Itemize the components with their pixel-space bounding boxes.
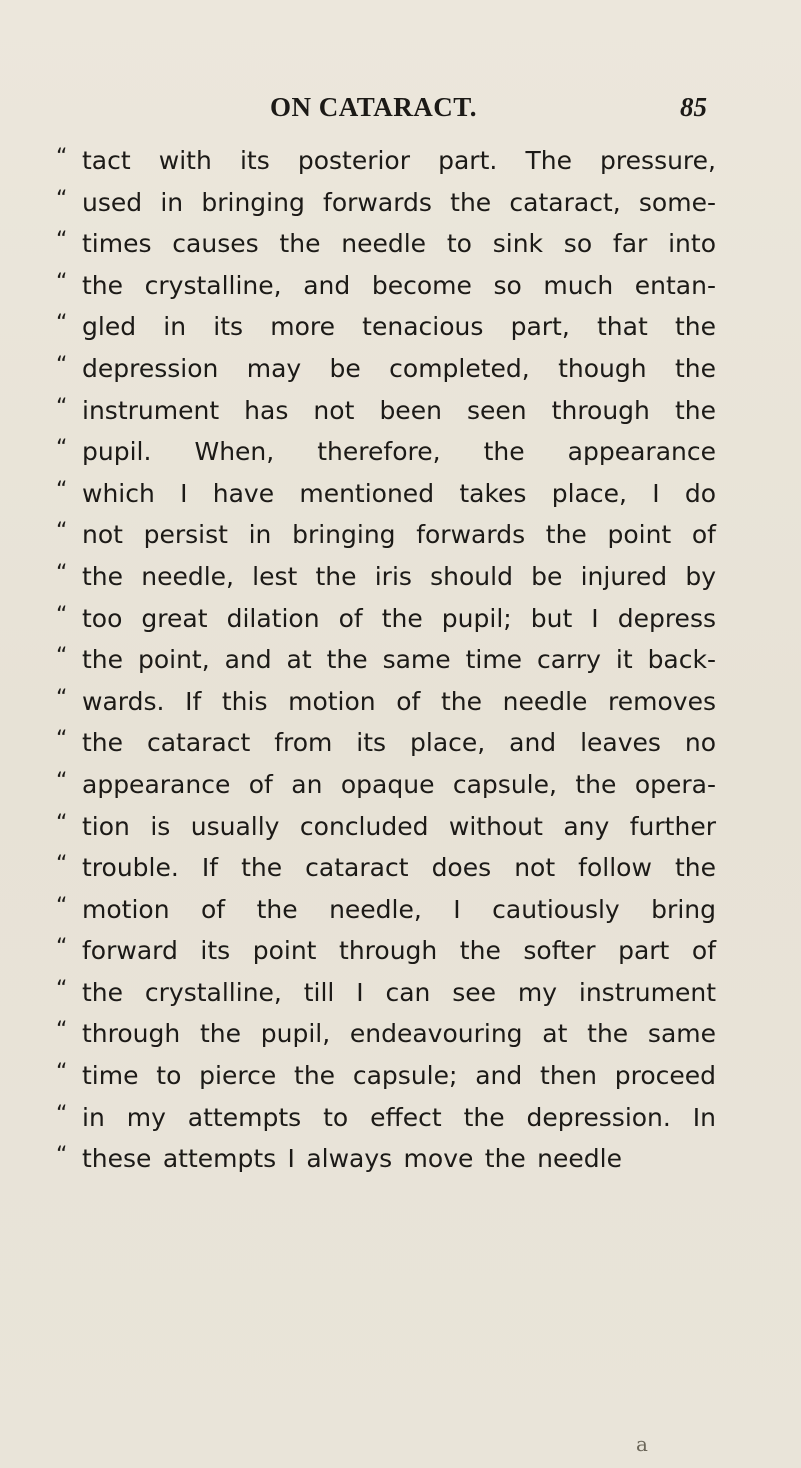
line-text: motion of the needle, I cautiously bring — [82, 894, 716, 924]
text-line — [56, 431, 716, 473]
line-text: trouble. If the cataract does not follow the — [82, 853, 716, 883]
text-line — [56, 847, 716, 889]
line-text: wards. If this motion of the needle removes — [82, 686, 716, 716]
text-line — [56, 1097, 716, 1139]
line-text: pupil. When, therefore, the appearance — [82, 437, 716, 467]
quote-mark: “ — [56, 311, 68, 337]
text-line — [56, 556, 716, 598]
text-line — [56, 140, 716, 182]
line-text: which I have mentioned takes place, I do — [82, 478, 716, 508]
line-text: the crystalline, till I can see my instrument — [82, 977, 716, 1007]
line-text: used in bringing forwards the cataract, some- — [82, 187, 716, 217]
line-text: the cataract from its place, and leaves no — [82, 728, 716, 758]
text-line — [56, 681, 716, 723]
quote-mark: “ — [56, 644, 68, 670]
quote-mark: “ — [56, 269, 68, 295]
line-text: through the pupil, endeavouring at the same — [82, 1019, 716, 1049]
quote-mark: “ — [56, 602, 68, 628]
running-head — [0, 92, 801, 128]
text-line — [56, 889, 716, 931]
text-line — [56, 639, 716, 681]
page-number: 85 — [680, 92, 707, 122]
page-title: ON CATARACT. — [270, 92, 477, 122]
line-text: the crystalline, and become so much entan- — [82, 270, 716, 300]
quote-mark: “ — [56, 976, 68, 1002]
text-line — [56, 930, 716, 972]
line-text: times causes the needle to sink so far into — [82, 229, 716, 259]
quote-mark: “ — [56, 394, 68, 420]
line-text: forward its point through the softer part of — [82, 936, 716, 966]
text-line — [56, 473, 716, 515]
line-text: these attempts I always move the needle — [82, 1144, 622, 1174]
quote-mark: “ — [56, 560, 68, 586]
text-line — [56, 223, 716, 265]
text-line — [56, 764, 716, 806]
text-line — [56, 806, 716, 848]
quote-mark: “ — [56, 1060, 68, 1086]
quote-mark: “ — [56, 852, 68, 878]
text-line — [56, 390, 716, 432]
line-text: the point, and at the same time carry it back- — [82, 645, 716, 675]
quote-mark: “ — [56, 810, 68, 836]
line-text: time to pierce the capsule; and then proceed — [82, 1061, 716, 1091]
line-text: in my attempts to effect the depression. In — [82, 1102, 716, 1132]
quote-mark: “ — [56, 1101, 68, 1127]
text-line — [56, 972, 716, 1014]
text-line — [56, 514, 716, 556]
quote-mark: “ — [56, 893, 68, 919]
quote-mark: “ — [56, 1018, 68, 1044]
text-line — [56, 182, 716, 224]
quote-mark: “ — [56, 519, 68, 545]
quote-mark: “ — [56, 477, 68, 503]
text-line — [56, 265, 716, 307]
text-line — [56, 306, 716, 348]
text-line — [56, 1055, 716, 1097]
quote-mark: “ — [56, 186, 68, 212]
line-text: depression may be completed, though the — [82, 353, 716, 383]
quote-mark: “ — [56, 436, 68, 462]
quote-mark: “ — [56, 935, 68, 961]
quote-mark: “ — [56, 1143, 68, 1169]
text-line — [56, 1138, 716, 1180]
quote-mark: “ — [56, 727, 68, 753]
line-text: gled in its more tenacious part, that the — [82, 312, 716, 342]
body-text — [56, 140, 716, 1180]
quote-mark: “ — [56, 685, 68, 711]
line-text: instrument has not been seen through the — [82, 395, 716, 425]
line-text: appearance of an opaque capsule, the opera- — [82, 769, 716, 799]
text-line — [56, 722, 716, 764]
line-text: tact with its posterior part. The pressure, — [82, 146, 716, 175]
quote-mark: “ — [56, 145, 68, 170]
quote-mark: “ — [56, 768, 68, 794]
text-line — [56, 348, 716, 390]
quote-mark: “ — [56, 228, 68, 254]
line-text: not persist in bringing forwards the point of — [82, 520, 716, 550]
quote-mark: “ — [56, 352, 68, 378]
line-text: tion is usually concluded without any further — [82, 811, 716, 841]
text-line — [56, 598, 716, 640]
line-text: too great dilation of the pupil; but I depress — [82, 603, 716, 633]
catchword: a — [636, 1432, 648, 1456]
line-text: the needle, lest the iris should be injured by — [82, 561, 716, 591]
text-line — [56, 1013, 716, 1055]
